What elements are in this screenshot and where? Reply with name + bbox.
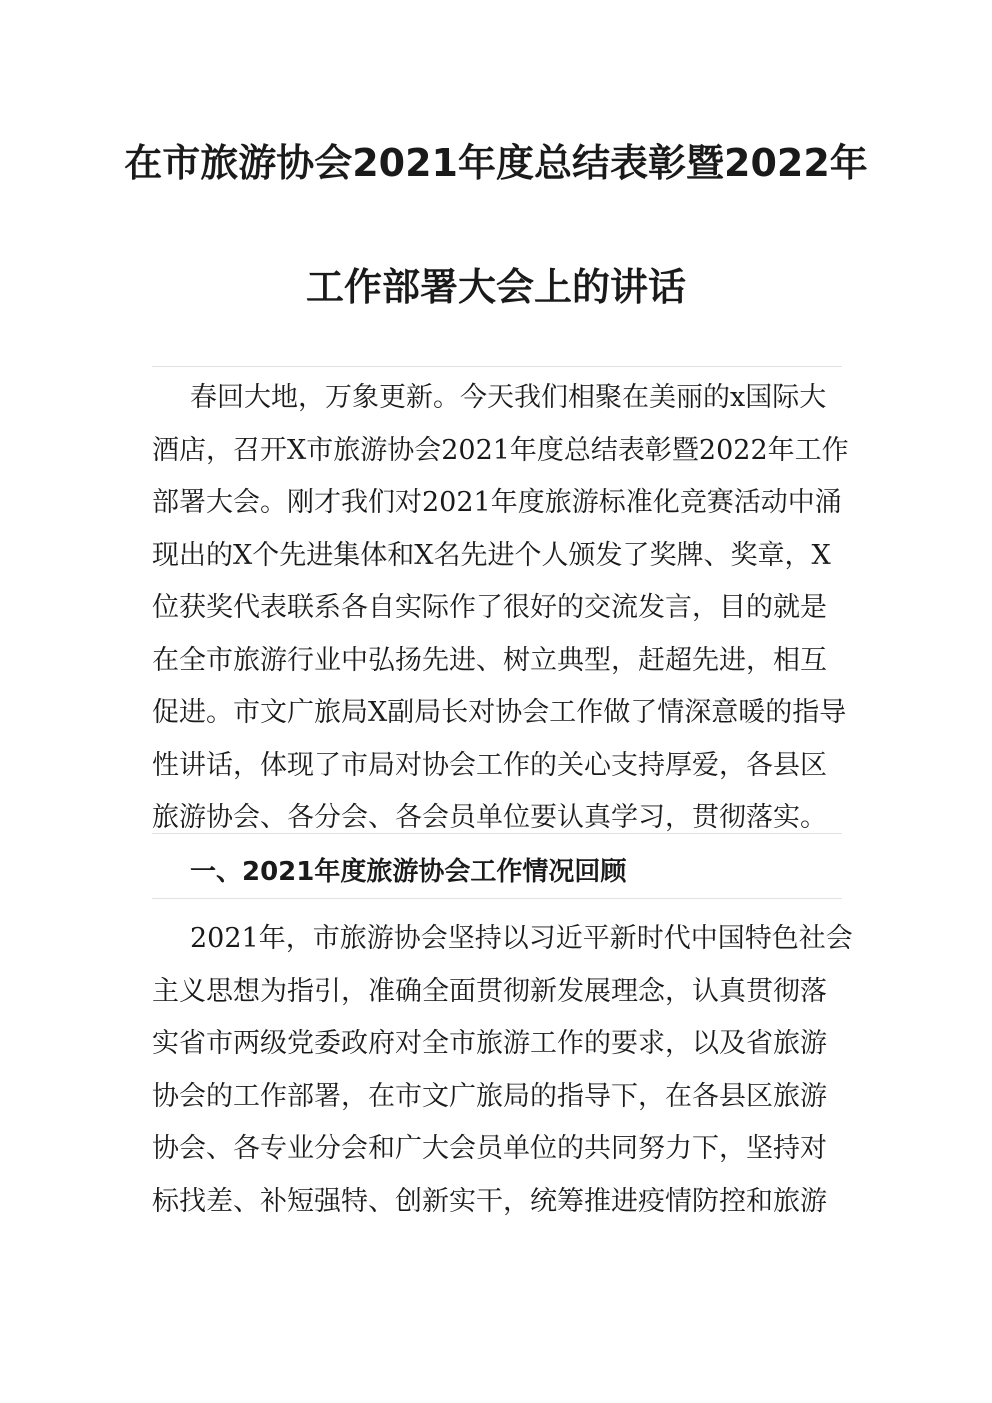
paragraph-line: 部署大会。刚才我们对2021年度旅游标准化竞赛活动中涌 — [152, 487, 842, 518]
paragraph-line: 性讲话，体现了市局对协会工作的关心支持厚爱，各县区 — [152, 749, 827, 781]
paragraph-line: 实省市两级党委政府对全市旅游工作的要求，以及省旅游 — [152, 1028, 827, 1059]
paragraph-line: 协会、各专业分会和广大会员单位的共同努力下，坚持对 — [152, 1133, 827, 1164]
divider — [152, 898, 842, 899]
paragraph-line: 旅游协会、各分会、各会员单位要认真学习，贯彻落实。 — [152, 802, 827, 833]
paragraph-line: 现出的X个先进集体和X名先进个人颁发了奖牌、奖章，X — [152, 539, 831, 571]
paragraph-line: 主义思想为指引，准确全面贯彻新发展理念，认真贯彻落 — [152, 975, 827, 1007]
paragraph-review — [152, 913, 853, 1228]
paragraph-line: 促进。市文广旅局X副局长对协会工作做了情深意暖的指导 — [152, 697, 847, 728]
paragraph-line: 位获奖代表联系各自实际作了很好的交流发言，目的就是 — [152, 592, 827, 623]
paragraph-opening — [152, 372, 849, 845]
paragraph-line: 协会的工作部署，在市文广旅局的指导下，在各县区旅游 — [152, 1080, 827, 1112]
paragraph-line: 在全市旅游行业中弘扬先进、树立典型，赶超先进，相互 — [152, 644, 827, 676]
paragraph-line: 酒店，召开X市旅游协会2021年度总结表彰暨2022年工作 — [152, 434, 849, 466]
paragraph-line: 2021年，市旅游协会坚持以习近平新时代中国特色社会 — [190, 923, 853, 954]
section-heading: 一、2021年度旅游协会工作情况回顾 — [190, 857, 627, 887]
divider — [152, 366, 842, 367]
document-title-line-1: 在市旅游协会2021年度总结表彰暨2022年 — [124, 141, 868, 185]
document-title-line-2: 工作部署大会上的讲话 — [305, 265, 686, 309]
paragraph-line: 春回大地，万象更新。今天我们相聚在美丽的x国际大 — [190, 382, 827, 413]
paragraph-line: 标找差、补短强特、创新实干，统筹推进疫情防控和旅游 — [152, 1185, 827, 1217]
divider — [152, 833, 842, 834]
